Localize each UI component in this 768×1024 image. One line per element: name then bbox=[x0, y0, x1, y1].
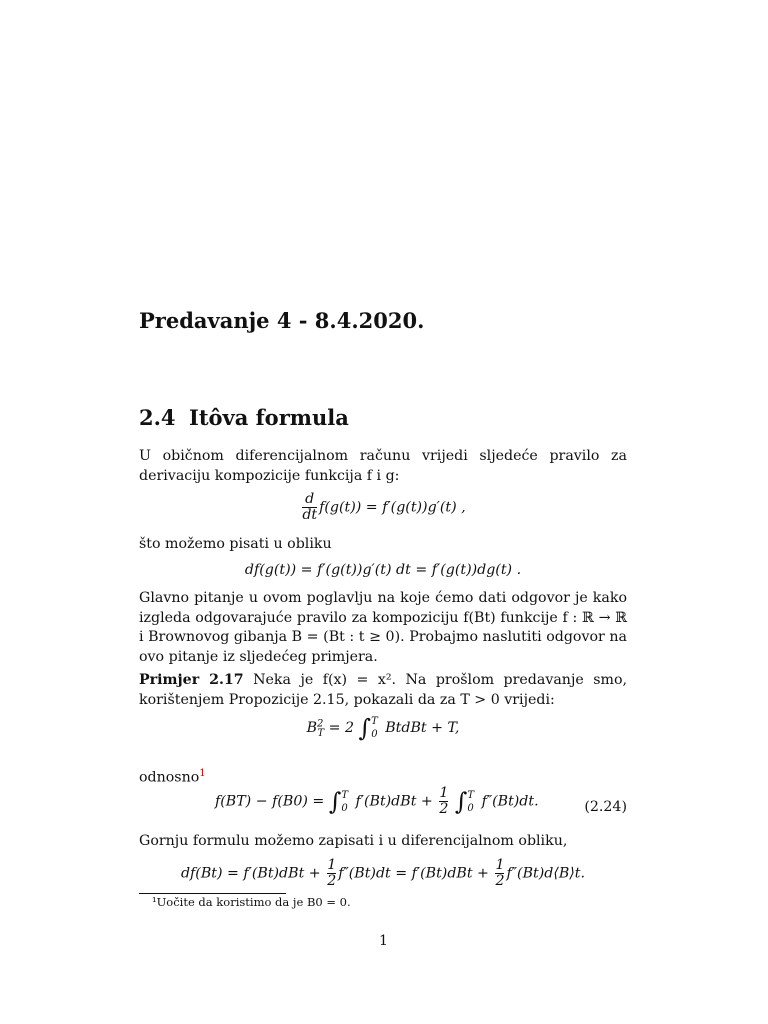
eq3-lhs: B bbox=[306, 720, 318, 736]
integral-limits bbox=[371, 715, 378, 741]
equation-number: (2.24) bbox=[584, 799, 627, 815]
eq5-part2: f″(Bt)dt = f′(Bt)dBt + bbox=[338, 865, 489, 882]
integral-limits bbox=[341, 789, 348, 815]
derivative-fraction bbox=[302, 492, 317, 523]
integral-sign: ∫ bbox=[454, 787, 468, 816]
upper-limit: T bbox=[371, 716, 378, 727]
frac-den: 2 bbox=[439, 801, 449, 817]
example-paragraph bbox=[139, 671, 627, 710]
example-label: Primjer 2.17 bbox=[139, 672, 244, 688]
eq3-sub: T bbox=[317, 727, 325, 739]
upper-limit: T bbox=[467, 789, 475, 801]
odnosno-line bbox=[139, 764, 627, 788]
eq3-sup: 2 bbox=[317, 718, 324, 730]
half-fraction bbox=[327, 858, 336, 889]
eq4-lhs: f(BT) − f(B0) = bbox=[215, 793, 325, 810]
equation-2: df(g(t)) = f′(g(t))g′(t) dt = f′(g(t))dg(t) . bbox=[244, 562, 522, 578]
section-number: 2.4 bbox=[139, 405, 176, 430]
eq5-part1: df(Bt) = f′(Bt)dBt + bbox=[180, 865, 321, 882]
frac-num: d bbox=[305, 491, 315, 507]
text-diff: Gornju formulu možemo zapisati i u diferencijalnom obliku, bbox=[139, 833, 568, 849]
section-title: Itôva formula bbox=[189, 405, 349, 430]
equation-1 bbox=[139, 492, 627, 523]
half-fraction bbox=[439, 786, 448, 817]
frac-den: 2 bbox=[327, 873, 337, 889]
footnote-marker[interactable]: 1 bbox=[199, 768, 206, 779]
eq3-mid: = 2 bbox=[328, 720, 355, 736]
equation-1-body: f(g(t)) = f′(g(t))g′(t) , bbox=[319, 499, 466, 516]
half-fraction bbox=[495, 858, 504, 889]
lower-limit: 0 bbox=[341, 802, 348, 814]
footnote: ¹Uočite da koristimo da je B0 = 0. bbox=[152, 895, 351, 909]
frac-num: 1 bbox=[495, 857, 505, 873]
section-heading bbox=[139, 405, 349, 430]
lower-limit: 0 bbox=[467, 802, 474, 814]
lower-limit: 0 bbox=[371, 729, 378, 740]
main-question-paragraph: Glavno pitanje u ovom poglavlju na koje ćemo dati odgovor je kako izgleda odgovarajuće pravilo za kompoziciju f(Bt) funkcije f : ℝ → ℝ i Brownovog gibanja B = (Bt : t ≥ 0). Probajmo naslutiti odgovor na ovo pitanje iz sljedećeg primjera. bbox=[139, 590, 627, 665]
integral-sign: ∫ bbox=[328, 787, 342, 816]
frac-den: 2 bbox=[495, 873, 505, 889]
text-between: što možemo pisati u obliku bbox=[139, 536, 332, 552]
upper-limit: T bbox=[341, 789, 348, 801]
equation-5 bbox=[139, 858, 627, 889]
equation-3 bbox=[139, 714, 627, 742]
chapter-title: Predavanje 4 - 8.4.2020. bbox=[139, 308, 425, 333]
integral-limits bbox=[467, 789, 474, 815]
frac-den: dt bbox=[302, 507, 318, 523]
example-text: Neka je f(x) = x². Na prošlom predavanje smo, korištenjem Propozicije 2.15, pokazali da za T > 0 vrijedi: bbox=[139, 672, 627, 708]
intro-paragraph: U običnom diferencijalnom računu vrijedi sljedeće pravilo za derivaciju kompozicije funkcija f i g: bbox=[139, 448, 627, 484]
eq3-rhs: BtdBt + T, bbox=[385, 720, 460, 736]
page-number: 1 bbox=[379, 933, 388, 949]
frac-num: 1 bbox=[327, 857, 337, 873]
footnote-rule bbox=[139, 893, 286, 894]
equation-4 bbox=[215, 786, 555, 817]
eq5-part3: f″(Bt)d⟨B⟩t. bbox=[506, 865, 586, 882]
eq4-int1: f′(Bt)dBt + bbox=[355, 793, 433, 810]
frac-num: 1 bbox=[439, 785, 449, 801]
integral-sign: ∫ bbox=[358, 714, 372, 742]
eq4-int2: f″(Bt)dt. bbox=[481, 793, 539, 810]
odnosno-text: odnosno bbox=[139, 769, 200, 786]
